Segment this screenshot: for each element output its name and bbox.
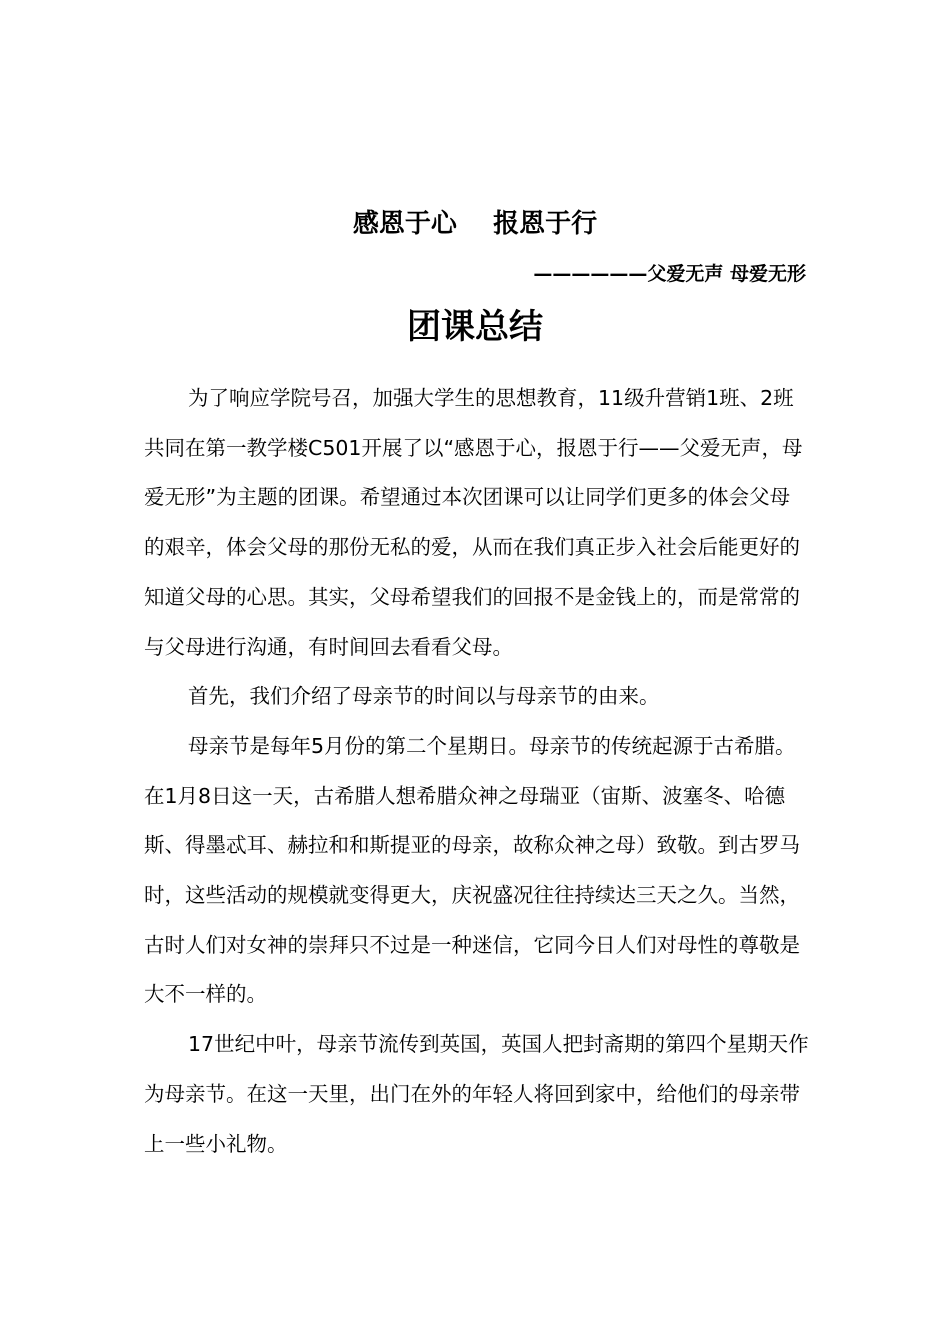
paragraph-mothers-day-origin: 母亲节是每年5月份的第二个星期日。母亲节的传统起源于古希腊。在1月8日这一天，古希腊人想希腊众神之母瑞亚（宙斯、波塞冬、哈德斯、得墨忒耳、赫拉和和斯提亚的母亲，故称众神之母）致敬。到古罗马时，这些活动的规模就变得更大，庆祝盛况往往持续达三天之久。当然，古时人们对女神的崇拜只不过是一种迷信，它同今日人们对母性的尊敬是大不一样的。 <box>144 733 800 1007</box>
document-subheading: ——————父爱无声 母爱无形 <box>533 263 806 285</box>
paragraph-england: 17世纪中叶，母亲节流传到英国，英国人把封斋期的第四个星期天作为母亲节。在这一天里，出门在外的年轻人将回到家中，给他们的母亲带上一些小礼物。 <box>144 1032 809 1156</box>
document-body <box>144 374 809 1169</box>
document-title: 团课总结 <box>407 307 543 347</box>
document-heading: 感恩于心 报恩于行 <box>352 209 598 239</box>
paragraph-first: 首先，我们介绍了母亲节的时间以与母亲节的由来。 <box>188 684 660 709</box>
paragraph-intro: 为了响应学院号召，加强大学生的思想教育，11级升营销1班、2班共同在第一教学楼C501开展了以“感恩于心，报恩于行——父爱无声，母爱无形”为主题的团课。希望通过本次团课可以让同学们更多的体会父母的艰辛，体会父母的那份无私的爱，从而在我们真正步入社会后能更好的知道父母的心思。其实，父母希望我们的回报不是金钱上的，而是常常的与父母进行沟通，有时间回去看看父母。 <box>144 386 803 659</box>
